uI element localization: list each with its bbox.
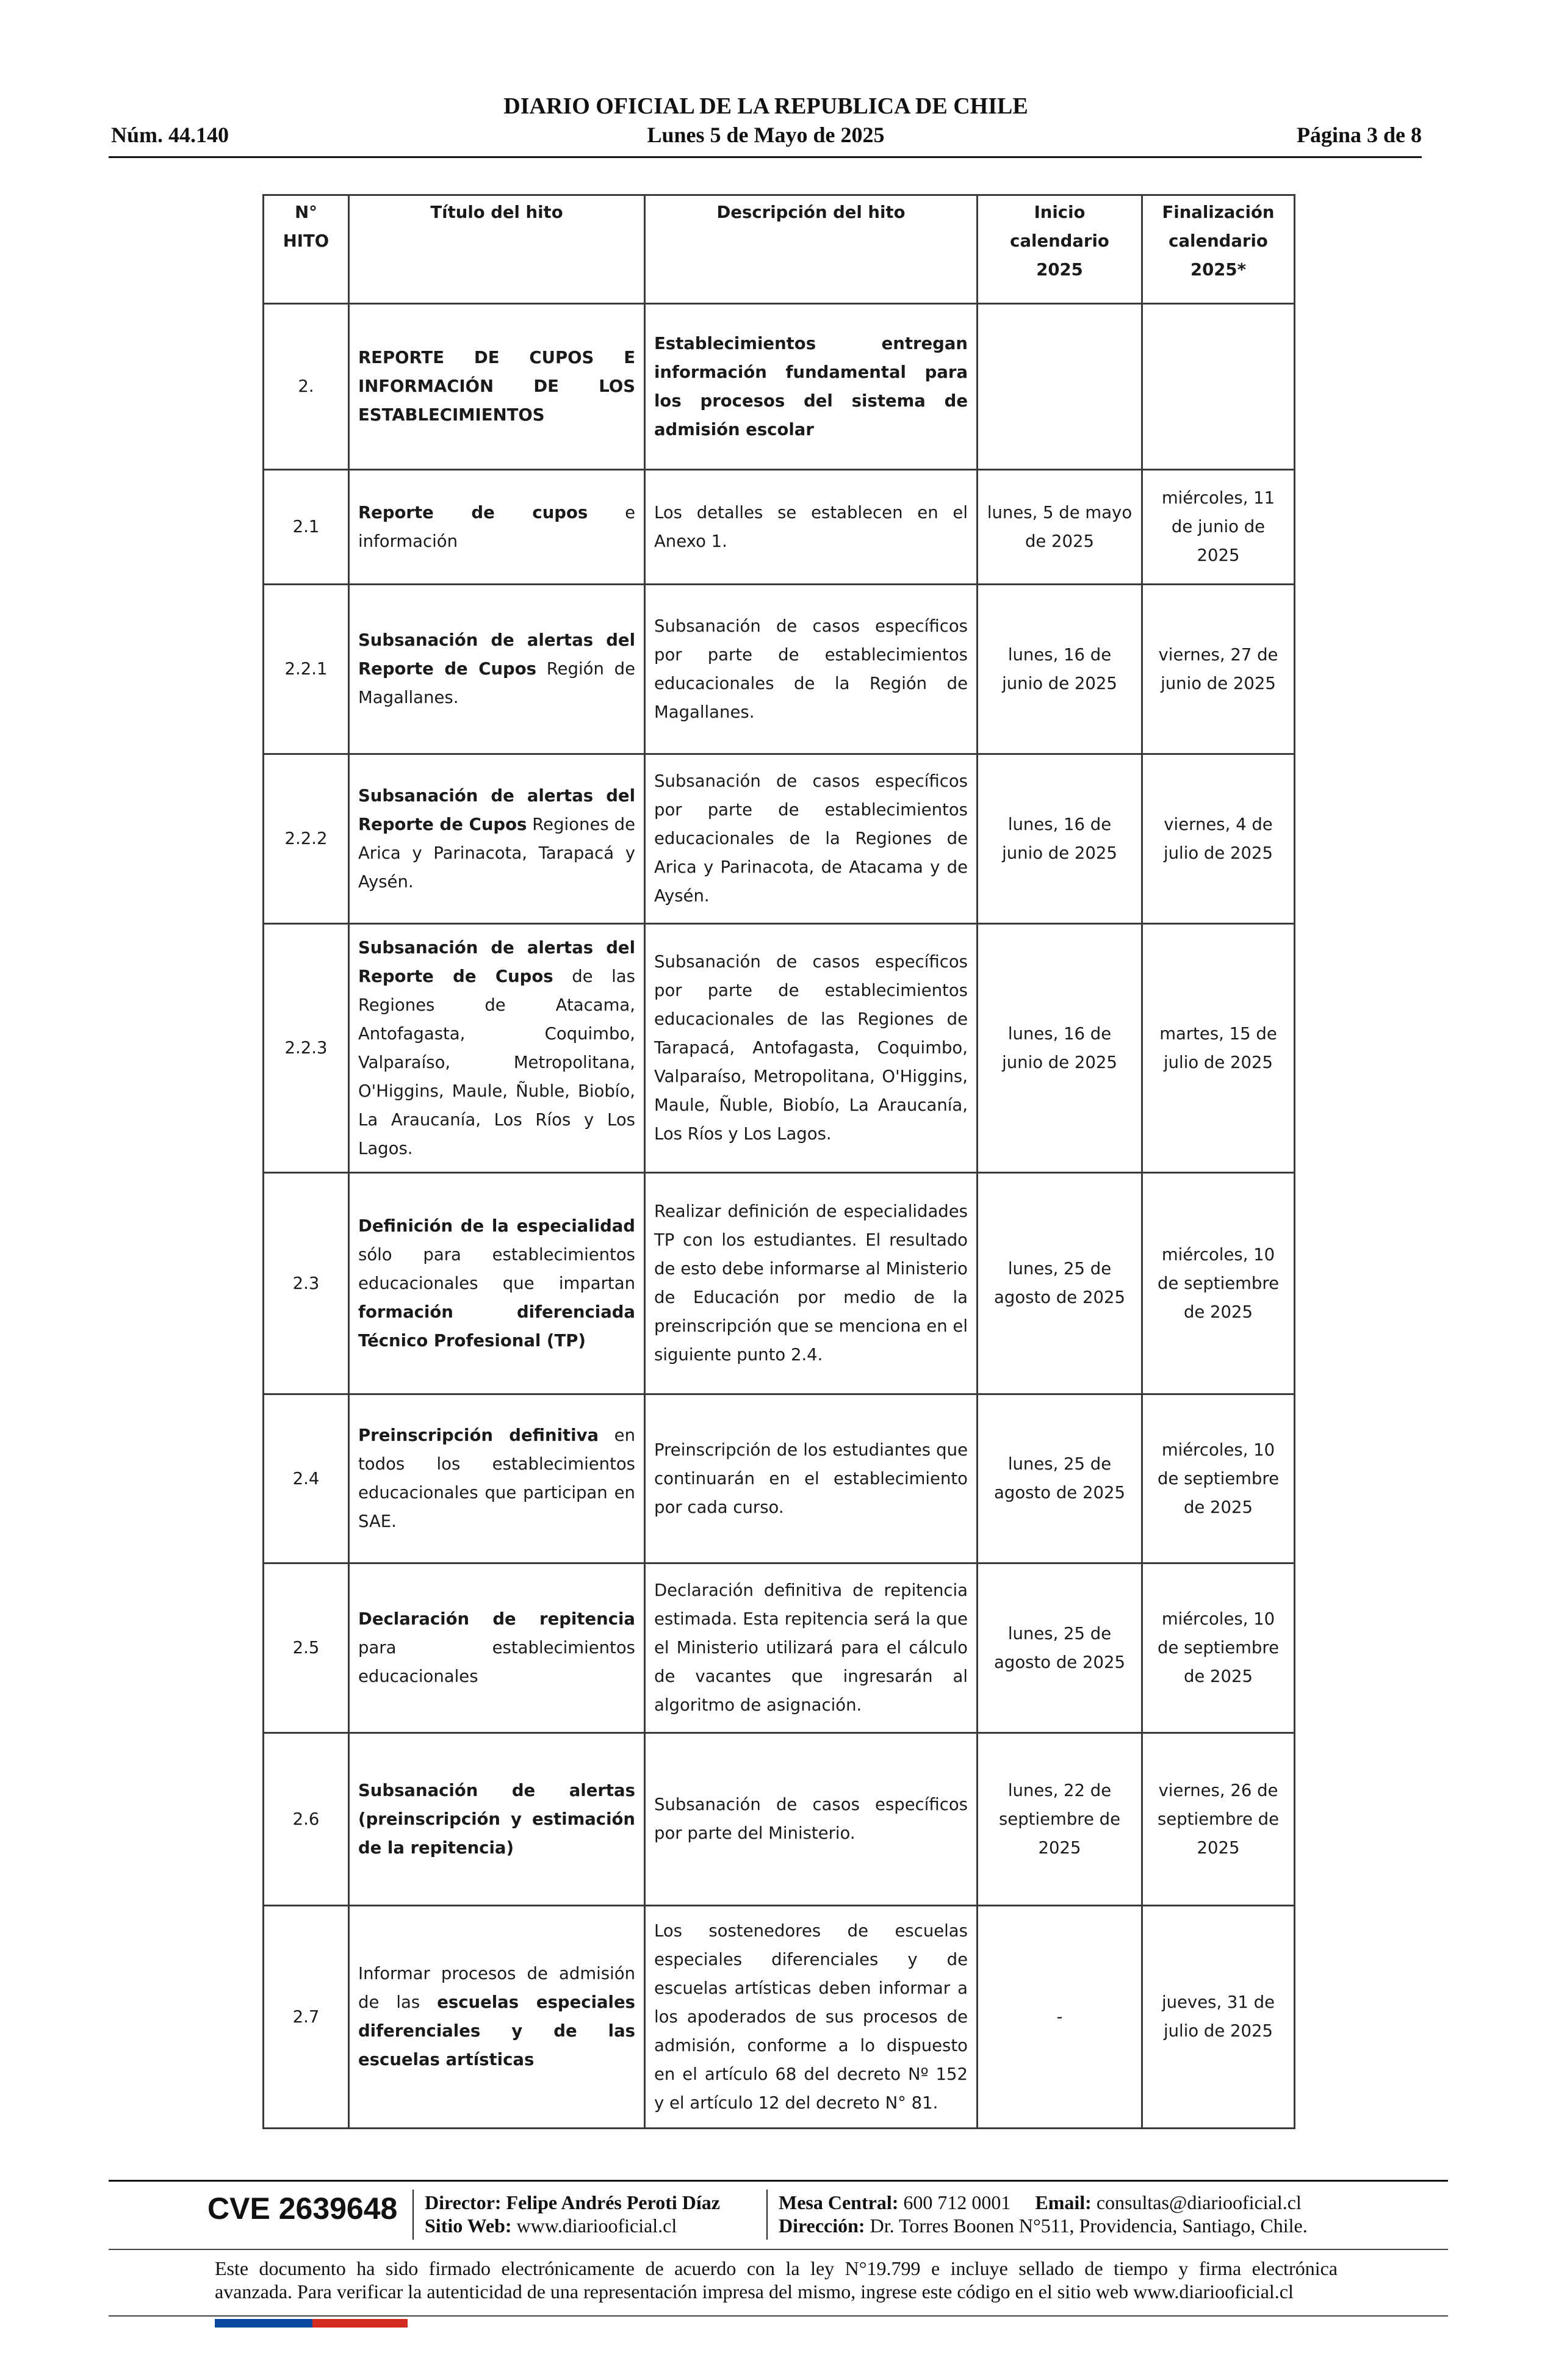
title-segment: Subsanación de alertas (preinscripción y estimación de la repitencia) — [358, 1780, 635, 1858]
cell-end-date: miércoles, 10 de septiembre de 2025 — [1142, 1173, 1295, 1394]
email-link[interactable]: consultas@diariooficial.cl — [1096, 2191, 1302, 2213]
cell-start-date: lunes, 5 de mayo de 2025 — [978, 470, 1142, 585]
header-start-line2: calendario 2025 — [1010, 231, 1109, 279]
cell-end-date: jueves, 31 de julio de 2025 — [1142, 1906, 1295, 2129]
title-segment: e información — [358, 502, 635, 551]
cell-hito-number: 2. — [264, 304, 349, 470]
footer-phone — [779, 2191, 1302, 2214]
table-row — [264, 1563, 1295, 1733]
header-num-line1: N° — [295, 203, 317, 222]
header-end-line3: 2025* — [1190, 260, 1246, 279]
legal-notice-line2: avanzada. Para verificar la autenticidad de una representación impresa del mismo, ingrese este código en el sitio web www.diariooficial.cl — [215, 2281, 1294, 2302]
footer-director — [425, 2191, 720, 2214]
table-row — [264, 585, 1295, 754]
title-segment: sólo para establecimientos educacionales que impartan — [358, 1244, 635, 1293]
cell-hito-title — [349, 470, 645, 585]
cell-end-date: viernes, 26 de septiembre de 2025 — [1142, 1733, 1295, 1906]
cell-hito-description — [645, 754, 978, 924]
description-segment: Los sostenedores de escuelas especiales diferenciales y de escuelas artísticas deben informar a los apoderados de sus procesos de admisión, conforme a lo dispuesto en el artículo 68 del decreto Nº 152 y el artículo 12 del decreto N° 81. — [654, 1920, 968, 2113]
newspaper-title: DIARIO OFICIAL DE LA REPUBLICA DE CHILE — [503, 93, 1028, 119]
cell-hito-number: 2.2.2 — [264, 754, 349, 924]
description-segment: Realizar definición de especialidades TP con los estudiantes. El resultado de esto debe informarse al Ministerio de Educación por medio de la preinscripción que se menciona en el siguiente punto 2.4. — [654, 1202, 968, 1365]
issue-number: Núm. 44.140 — [111, 123, 229, 147]
address-value: Dr. Torres Boonen N°511, Providencia, Santiago, Chile. — [870, 2215, 1308, 2237]
cell-end-date: miércoles, 10 de septiembre de 2025 — [1142, 1394, 1295, 1563]
email-label: Email: — [1035, 2191, 1092, 2213]
flag-stripe-blue — [215, 2319, 312, 2328]
cell-hito-title — [349, 1563, 645, 1733]
cell-hito-title — [349, 924, 645, 1173]
description-segment: Declaración definitiva de repitencia estimada. Esta repitencia será la que el Ministerio utilizará para el cálculo de vacantes que ingresarán al algoritmo de asignación. — [654, 1581, 968, 1715]
footer-separator — [412, 2190, 414, 2240]
cell-hito-description — [645, 470, 978, 585]
title-segment: Regiones de Arica y Parinacota, Tarapacá y Aysén. — [358, 814, 635, 892]
cell-start-date: lunes, 22 de septiembre de 2025 — [978, 1733, 1142, 1906]
header-title: Título del hito — [349, 195, 645, 304]
cell-hito-title — [349, 1173, 645, 1394]
cell-start-date — [978, 304, 1142, 470]
footer-divider-mid — [109, 2249, 1448, 2250]
title-segment: REPORTE DE CUPOS E INFORMACIÓN DE LOS ESTABLECIMIENTOS — [358, 348, 635, 425]
title-segment: Preinscripción definitiva — [358, 1426, 599, 1445]
cell-hito-number: 2.5 — [264, 1563, 349, 1733]
cell-start-date: - — [978, 1906, 1142, 2129]
cell-hito-title — [349, 1906, 645, 2129]
phone-value: 600 712 0001 — [903, 2191, 1011, 2213]
title-segment: Declaración de repitencia — [358, 1609, 635, 1629]
table-header-row — [264, 195, 1295, 304]
cell-hito-title — [349, 754, 645, 924]
director-name: Felipe Andrés Peroti Díaz — [506, 2191, 720, 2213]
title-segment: formación diferenciada Técnico Profesional (TP) — [358, 1302, 635, 1350]
header-num-line2: HITO — [283, 231, 330, 251]
header-desc: Descripción del hito — [645, 195, 978, 304]
footer-divider-top — [109, 2180, 1448, 2182]
header-divider — [109, 156, 1422, 158]
cell-start-date: lunes, 16 de junio de 2025 — [978, 585, 1142, 754]
cell-end-date: martes, 15 de julio de 2025 — [1142, 924, 1295, 1173]
cell-hito-title — [349, 304, 645, 470]
cell-hito-description — [645, 1733, 978, 1906]
cell-start-date: lunes, 25 de agosto de 2025 — [978, 1394, 1142, 1563]
cell-hito-number: 2.4 — [264, 1394, 349, 1563]
cell-hito-description — [645, 585, 978, 754]
table-row — [264, 1394, 1295, 1563]
description-segment: Establecimientos entregan información fundamental para los procesos del sistema de admisión escolar — [654, 333, 968, 439]
title-segment: Subsanación de alertas del Reporte de Cupos — [358, 630, 635, 679]
header-start — [978, 195, 1142, 304]
table-row — [264, 1173, 1295, 1394]
title-segment: de las Regiones de Atacama, Antofagasta, Coquimbo, Valparaíso, Metropolitana, O'Higgins, Maule, Ñuble, Biobío, La Araucanía, Los Ríos y Los Lagos. — [358, 966, 635, 1158]
header-end-line1: Finalización — [1162, 203, 1275, 222]
cell-end-date: miércoles, 11 de junio de 2025 — [1142, 470, 1295, 585]
title-segment: Región de Magallanes. — [358, 659, 635, 707]
page-header — [110, 92, 1422, 159]
website-label: Sitio Web: — [425, 2215, 512, 2237]
header-end — [1142, 195, 1295, 304]
table-row — [264, 924, 1295, 1173]
footer-website — [425, 2214, 677, 2237]
milestones-table — [262, 194, 1295, 2129]
cell-hito-number: 2.6 — [264, 1733, 349, 1906]
cell-start-date: lunes, 16 de junio de 2025 — [978, 924, 1142, 1173]
footer-divider-bottom — [109, 2315, 1448, 2317]
cell-hito-description — [645, 924, 978, 1173]
description-segment: Subsanación de casos específicos por parte de establecimientos educacionales de la Región de Magallanes. — [654, 616, 968, 722]
description-segment: Subsanación de casos específicos por parte del Ministerio. — [654, 1795, 968, 1843]
page-number: Página 3 de 8 — [1296, 123, 1422, 147]
title-segment: en todos los establecimientos educacionales que participan en SAE. — [358, 1426, 636, 1531]
cve-code: CVE 2639648 — [207, 2191, 398, 2226]
issue-date: Lunes 5 de Mayo de 2025 — [647, 123, 885, 147]
phone-label: Mesa Central: — [779, 2191, 899, 2213]
website-link[interactable]: www.diariooficial.cl — [516, 2215, 677, 2237]
cell-hito-title — [349, 1733, 645, 1906]
cell-end-date: miércoles, 10 de septiembre de 2025 — [1142, 1563, 1295, 1733]
cell-start-date: lunes, 16 de junio de 2025 — [978, 754, 1142, 924]
description-segment: Subsanación de casos específicos por parte de establecimientos educacionales de la Regiones de Arica y Parinacota, de Atacama y de Aysén. — [654, 771, 968, 906]
table-body — [264, 304, 1295, 2129]
description-segment: Subsanación de casos específicos por parte de establecimientos educacionales de las Regiones de Tarapacá, Antofagasta, Coquimbo, Valparaíso, Metropolitana, O'Higgins, Maule, Ñuble, Biobío, La Araucanía, Los Ríos y Los Lagos. — [654, 952, 968, 1144]
cell-end-date: viernes, 4 de julio de 2025 — [1142, 754, 1295, 924]
cell-hito-description — [645, 1173, 978, 1394]
title-segment: escuelas especiales diferenciales y de las escuelas artísticas — [358, 1992, 635, 2069]
table-row — [264, 1906, 1295, 2129]
cell-start-date: lunes, 25 de agosto de 2025 — [978, 1563, 1142, 1733]
cell-hito-description — [645, 1394, 978, 1563]
table-row — [264, 1733, 1295, 1906]
header-num — [264, 195, 349, 304]
footer-separator — [766, 2190, 768, 2240]
title-segment: Subsanación de alertas del Reporte de Cupos — [358, 937, 635, 986]
table-row — [264, 754, 1295, 924]
cell-hito-description — [645, 1906, 978, 2129]
title-segment: Definición de la especialidad — [358, 1216, 635, 1236]
cell-hito-number: 2.2.1 — [264, 585, 349, 754]
title-segment: para establecimientos educacionales — [358, 1638, 635, 1686]
director-label: Director: — [425, 2191, 502, 2213]
cell-hito-description — [645, 1563, 978, 1733]
cell-hito-number: 2.3 — [264, 1173, 349, 1394]
cell-hito-number: 2.7 — [264, 1906, 349, 2129]
title-segment: Subsanación de alertas del Reporte de Cupos — [358, 785, 635, 834]
header-end-line2: calendario — [1169, 231, 1268, 251]
cell-end-date: viernes, 27 de junio de 2025 — [1142, 585, 1295, 754]
description-segment: Preinscripción de los estudiantes que continuarán en el establecimiento por cada curso. — [654, 1440, 968, 1517]
table-row — [264, 470, 1295, 585]
title-segment: Reporte de cupos — [358, 502, 588, 522]
title-segment: Informar procesos de admisión de las — [358, 1964, 635, 2012]
cell-hito-number: 2.1 — [264, 470, 349, 585]
cell-hito-description — [645, 304, 978, 470]
table-row — [264, 304, 1295, 470]
footer-address — [779, 2214, 1308, 2237]
cell-hito-title — [349, 1394, 645, 1563]
legal-notice-line1: Este documento ha sido firmado electrónicamente de acuerdo con la ley N°19.799 e incluye sellado de tiempo y firma electrónica — [215, 2257, 1338, 2279]
address-label: Dirección: — [779, 2215, 865, 2237]
header-start-line1: Inicio — [1034, 203, 1086, 222]
cell-end-date — [1142, 304, 1295, 470]
cell-hito-title — [349, 585, 645, 754]
flag-stripe-red — [312, 2319, 408, 2328]
cell-hito-number: 2.2.3 — [264, 924, 349, 1173]
cell-start-date: lunes, 25 de agosto de 2025 — [978, 1173, 1142, 1394]
description-segment: Los detalles se establecen en el Anexo 1. — [654, 502, 968, 551]
